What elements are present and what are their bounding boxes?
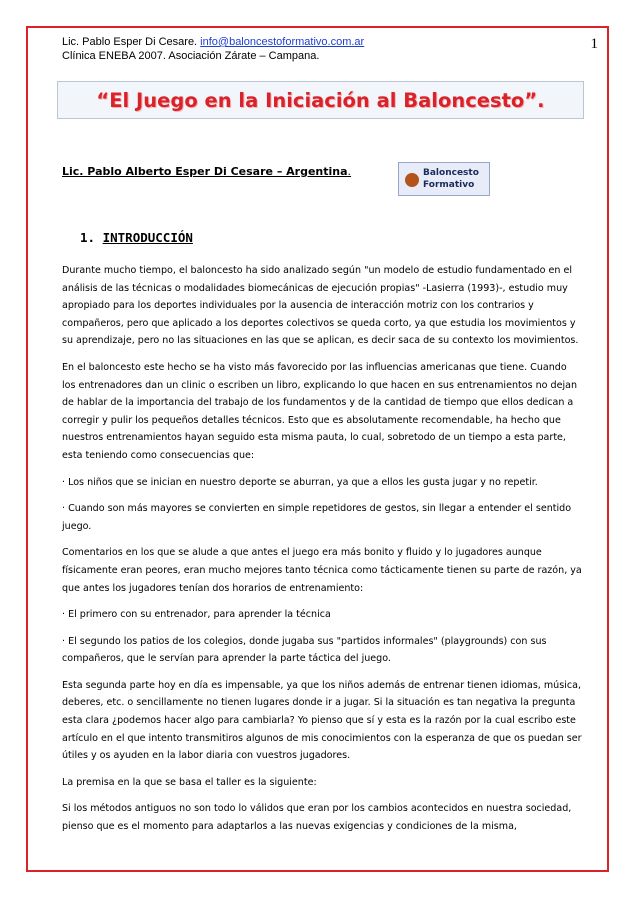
baloncesto-formativo-logo (398, 162, 490, 196)
bullet-item: · El segundo los patios de los colegios, donde jugaba sus "partidos informales" (playgrounds) con sus compañeros, que le servían para aprender la parte táctica del juego. (62, 635, 547, 665)
paragraph: La premisa en la que se basa el taller es la siguiente: (62, 776, 317, 788)
paragraph: Comentarios en los que se alude a que antes el juego era más bonito y fluido y lo jugadores aunque físicamente eran peores, eran mucho mejores tanto técnica como tácticamente tienen su parte de razón, ya que antes los jugadores tenían dos horarios de entrenamiento: (62, 547, 582, 594)
document-header (62, 35, 592, 63)
paragraph: En el baloncesto este hecho se ha visto más favorecido por las influencias americanas que tiene. Cuando los entrenadores dan un clinic o escriben un libro, explicando lo que hacen en sus entrenamientos no dejan de hablar de la importancia del trabajo de los fundamentos y de la cantidad de tiempo que ellos dedican a corregir y pulir los pequeños detalles técnicos. Esto que es absolutamente recomendable, ha hecho que nuestros entrenamientos hayan seguido esta misma pauta, lo cual, sobretodo de un tiempo a esta parte, esta teniendo como consecuencias que: (62, 361, 578, 461)
document-title: “El Juego en la Iniciación al Baloncesto”. (96, 89, 545, 112)
logo-line-2: Formativo (423, 180, 475, 190)
section-heading (80, 230, 193, 245)
title-banner (57, 81, 584, 119)
paragraph: Esta segunda parte hoy en día es impensable, ya que los niños además de entrenar tienen idiomas, música, deberes, etc. o sencillamente no tienen lugares donde ir a jugar. Si la situación es tan negativa la pregunta esta clara ¿podemos hacer algo para cambiarla? Yo pienso que sí y esta es la razón por la cual escribo este artículo en el que intento transmitiros algunos de mis conocimientos con la esperanza de que os puedan ser útiles y os ayuden en la labor diaria con vuestros jugadores. (62, 679, 582, 762)
paragraph: Si los métodos antiguos no son todo lo válidos que eran por los cambios acontecidos en nuestra sociedad, pienso que es el momento para adaptarlos a las nuevas exigencias y condiciones de la misma, (62, 803, 572, 833)
author-name: Lic. Pablo Alberto Esper Di Cesare – Argentina (62, 165, 348, 178)
header-line-2: Clínica ENEBA 2007. Asociación Zárate – Campana. (62, 50, 320, 62)
section-number: 1. (80, 230, 96, 245)
email-link[interactable]: info@baloncestoformativo.com.ar (200, 36, 365, 48)
bullet-item: · Cuando son más mayores se convierten en simple repetidores de gestos, sin llegar a entender el sentido juego. (62, 503, 572, 532)
bullet-item: · Los niños que se inician en nuestro deporte se aburran, ya que a ellos les gusta jugar y no repetir. (62, 476, 538, 488)
paragraph: Durante mucho tiempo, el baloncesto ha sido analizado según "un modelo de estudio fundamentado en el análisis de las técnicas o modalidades biomecánicas de ejecución propias" -Lasierra (1993)-, estudio muy apropiado para los deportes individuales por la ausencia de interacción motriz con los contrarios y compañeros, pero que aplicado a los deportes colectivos se queda corto, ya que estudia los movimientos y su aprendizaje, pero no las situaciones en las que se aplican, es decir saca de su contexto los movimientos. (62, 265, 579, 347)
logo-text (423, 167, 479, 191)
section-title: INTRODUCCIÓN (102, 230, 193, 245)
body-text (62, 262, 582, 845)
bullet-item: · El primero con su entrenador, para aprender la técnica (62, 609, 331, 621)
header-line-1 (62, 35, 592, 49)
author-period: . (347, 165, 352, 178)
logo-line-1: Baloncesto (423, 168, 479, 178)
basketball-icon (405, 173, 419, 187)
header-author: Lic. Pablo Esper Di Cesare. (62, 36, 201, 48)
page-number: 1 (590, 36, 598, 52)
author-line (62, 165, 351, 178)
